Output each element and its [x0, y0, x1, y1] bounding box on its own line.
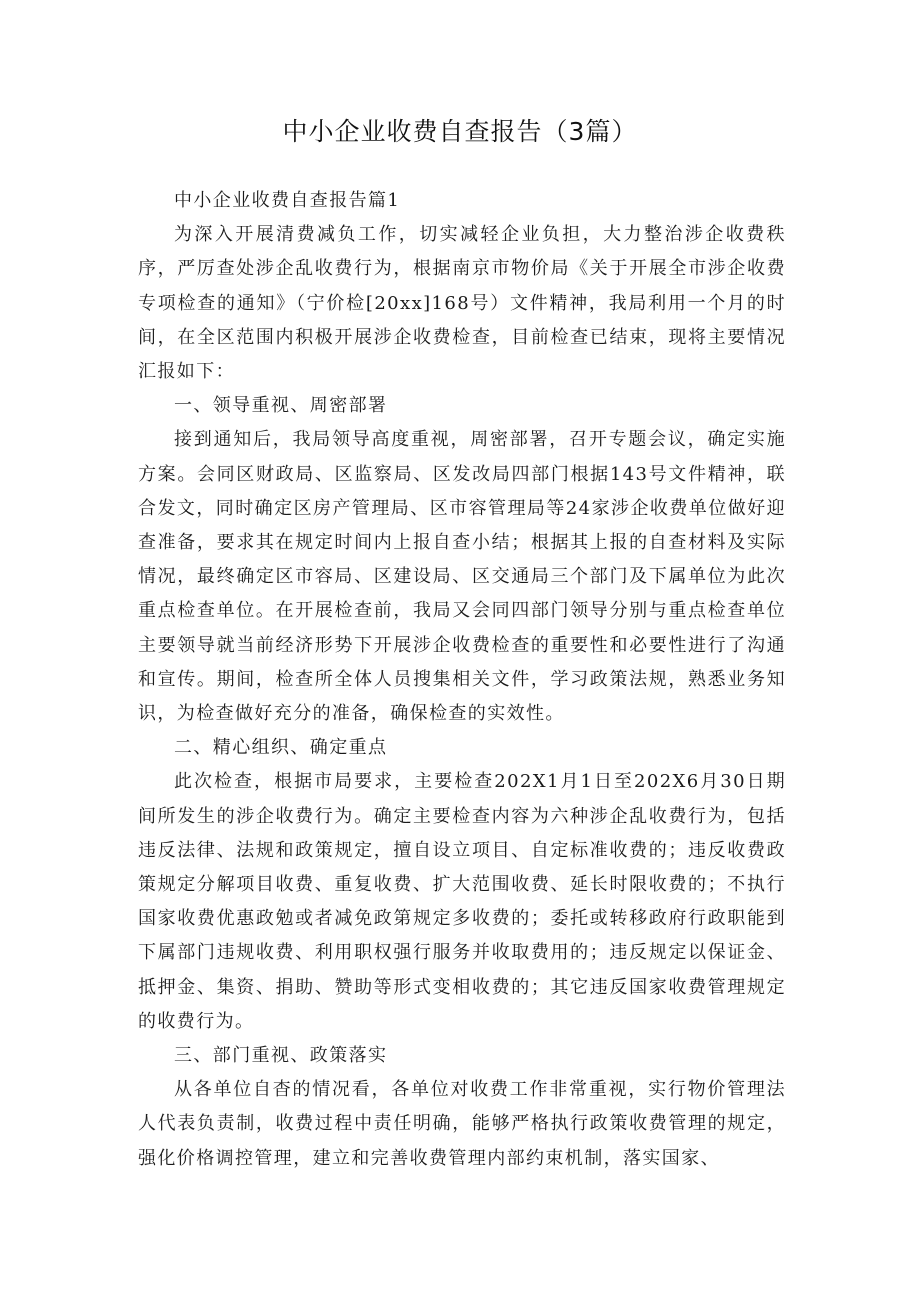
section-paragraph-3: 从各单位自杳的情况看，各单位对收费工作非常重视，实行物价管理法人代表负责制，收费过程中责任明确，能够严格执行政策收费管理的规定，强化价格调控管理，建立和完善收费管理内部约束机制，落实国家、 [138, 1079, 786, 1169]
document-title: 中小企业收费自查报告（3篇） [282, 117, 638, 146]
section-heading-1: 一、领导重视、周密部署 [174, 395, 388, 417]
section-heading-2: 二、精心组织、确定重点 [174, 737, 388, 759]
section-paragraph-1: 接到通知后，我局领导高度重视，周密部署，召开专题会议，确定实施方案。会同区财政局、区监察局、区发改局四部门根据143号文件精神，联合发文，同时确定区房产管理局、区市容管理局等24家涉企收费单位做好迎查准备，要求其在规定时间内上报自查小结；根据其上报的自查材料及实际情况，最终确定区市容局、区建设局、区交通局三个部门及下属单位为此次重点检查单位。在开展检查前，我局又会同四部门领导分别与重点检查单位主要领导就当前经济形势下开展涉企收费检查的重要性和必要性进行了沟通和宣传。期间，检查所全体人员搜集相关文件，学习政策法规，熟悉业务知识，为检查做好充分的准备，确保检查的实效性。 [138, 429, 786, 725]
section-paragraph-2: 此次检查，根据市局要求，主要检查202X1月1日至202X6月30日期间所发生的涉企收费行为。确定主要检查内容为六种涉企乱收费行为，包括违反法律、法规和政策规定，擅自设立项目、自定标准收费的；违反收费政策规定分解项目收费、重复收费、扩大范围收费、延长时限收费的；不执行国家收费优惠政勉或者减免政第规定多收费的；委托或转移政府行政职能到下属部门违规收费、利用职权强行服务并收取费用的；违反规定以保证金、抵押金、集资、捐助、赞助等形式变相收费的；其它违反国家收费管理规定的收费行为。 [138, 771, 786, 1032]
section-heading-3: 三、部门重视、政策落实 [174, 1045, 388, 1067]
document-body [138, 184, 786, 1176]
report-subtitle: 中小企业收费自查报告篇1 [174, 190, 401, 211]
intro-paragraph: 为深入开展清费减负工作，切实减轻企业负担，大力整治涉企收费秩序，严厉查处涉企乱收费行为，根据南京市物价局《关于开展全市涉企收费专项检查的通知》（宁价检[20xx]168号）文件精神，我局利用一个月的时间，在全区范围内积极开展涉企收费检查，目前检查已结束，现将主要情况汇报如下： [138, 224, 786, 383]
